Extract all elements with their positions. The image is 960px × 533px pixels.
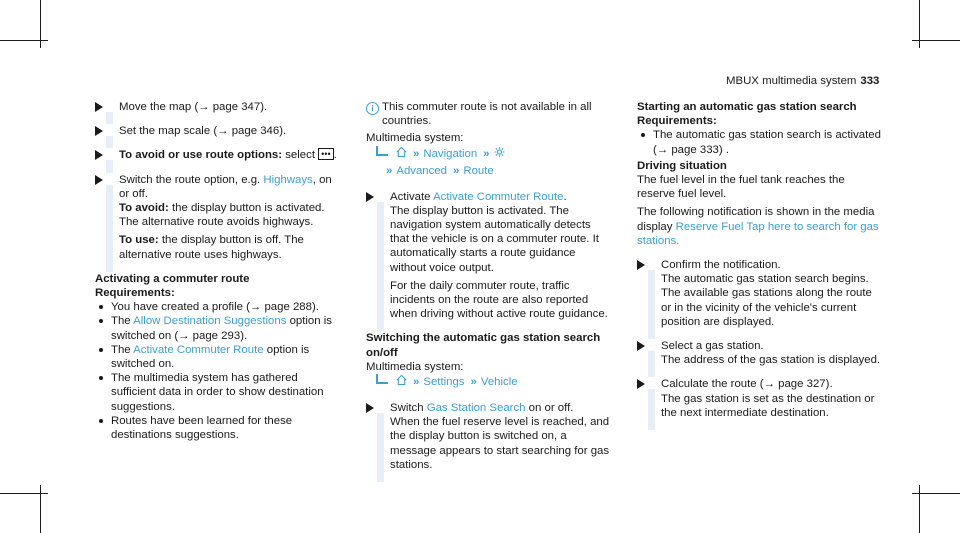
text: Confirm the notification. — [661, 259, 781, 272]
text: . — [563, 190, 567, 203]
step — [637, 258, 882, 329]
crop-mark — [912, 493, 960, 494]
path-arrow-icon — [376, 374, 388, 384]
page-ref-link[interactable]: → page 347 — [198, 101, 261, 113]
crop-mark — [0, 40, 48, 41]
step-arrow-icon — [95, 150, 103, 160]
step-bar — [106, 160, 113, 172]
step — [95, 124, 340, 138]
text: For the daily commuter route, traffic incidents on the route are also reported when driving without active route guidance. — [390, 279, 608, 321]
highlight-term: Activate Commuter Route — [433, 190, 564, 203]
text: This commuter route is not available in all countries. — [382, 101, 592, 128]
step-arrow-icon — [637, 260, 645, 270]
text: ). — [260, 101, 268, 113]
section-heading: Starting an automatic gas station search — [637, 101, 857, 113]
list-item — [637, 128, 882, 156]
step-arrow-icon — [95, 126, 103, 136]
bullet-icon — [99, 348, 103, 352]
column-left — [95, 100, 340, 442]
page-header — [726, 74, 881, 88]
page-ref-link[interactable]: → page 288 — [249, 301, 312, 314]
info-note — [366, 100, 612, 128]
chevron-icon: » — [453, 164, 460, 177]
text: ). — [279, 125, 287, 138]
column-middle — [366, 100, 612, 482]
step-bar — [648, 389, 655, 430]
page-ref-link[interactable]: → page 346 — [217, 125, 280, 138]
text: Calculate the route ( — [661, 378, 764, 391]
step-bar — [106, 185, 113, 272]
menu-item-route[interactable]: Route — [463, 164, 494, 177]
text: When the fuel reserve level is reached, and the display button is switched on, a message appears to start searching for gas stations. — [390, 416, 610, 471]
step: To avoid or use route options: select ••• . — [95, 148, 340, 162]
chevron-icon: » — [413, 376, 420, 389]
bold-text: To use: — [119, 234, 159, 247]
highlight-term: Allow Destination Suggestions — [133, 315, 287, 328]
menu-item-advanced[interactable]: Advanced — [396, 164, 448, 177]
bold-text: To avoid or use route options: — [119, 149, 283, 162]
text: ). — [825, 378, 833, 391]
text: The automatic gas station search is activated ( — [653, 129, 881, 156]
text: The automatic gas station search begins. The available gas stations along the route or in the vicinity of the vehicle's current position are displayed. — [661, 273, 872, 328]
list-item — [95, 414, 340, 442]
section-heading: Switching the automatic gas station search on/off — [366, 332, 601, 359]
list-item — [95, 300, 340, 314]
text: Activate — [390, 190, 434, 203]
highlight-term: Gas Station Search — [426, 402, 526, 415]
text: ). — [240, 329, 248, 342]
text: The address of the gas station is displayed. — [661, 354, 881, 367]
gear-icon — [494, 146, 505, 158]
bullet-icon — [99, 319, 103, 323]
menu-item-settings[interactable]: Settings — [423, 376, 465, 389]
chevron-icon: » — [483, 147, 490, 160]
column-right — [637, 100, 882, 430]
highlight-term: Highways — [263, 173, 313, 186]
path-arrow-icon — [376, 146, 388, 156]
step — [95, 173, 340, 262]
text: The gas station is set as the destination or the next intermediate destination. — [661, 392, 875, 419]
text: The — [111, 315, 134, 328]
bullet-icon — [99, 419, 103, 423]
text: on or off. — [525, 402, 574, 415]
text: the display button is off. The alternative route uses highways. — [119, 234, 304, 261]
step-bar — [648, 351, 655, 377]
step-bar — [106, 112, 113, 124]
page-ref-link[interactable]: → page 333 — [656, 143, 719, 156]
step-bar — [106, 136, 113, 148]
text: The following notification is shown in the media display — [637, 206, 875, 233]
step-arrow-icon — [637, 379, 645, 389]
menu-path — [366, 374, 612, 391]
section-heading: Driving situation — [637, 159, 727, 172]
more-menu-icon: ••• — [318, 148, 333, 160]
system-label: Multimedia system: — [366, 360, 464, 373]
step-arrow-icon — [95, 102, 103, 112]
crop-mark — [912, 40, 960, 41]
crop-mark — [0, 493, 48, 494]
system-label: Multimedia system: — [366, 132, 464, 145]
text: Select a gas station. — [661, 340, 764, 353]
chevron-icon: » — [470, 376, 477, 389]
requirements-label: Requirements: — [637, 115, 717, 128]
step — [366, 190, 612, 322]
step-arrow-icon — [366, 403, 374, 413]
home-icon — [396, 146, 407, 158]
menu-item-navigation[interactable]: Navigation — [423, 147, 478, 160]
text: Routes have been learned for these destinations suggestions. — [111, 414, 293, 442]
bold-text: To avoid: — [119, 202, 169, 215]
text: option is switched on ( — [111, 315, 332, 342]
header-title: MBUX multimedia system — [726, 75, 857, 87]
text: select — [282, 149, 319, 162]
list-item — [95, 314, 340, 342]
text: The display button is activated. The navigation system automatically detects that the vehicle is on a commuter route. It automatically starts a route guidance without voice output. — [390, 204, 599, 274]
text: , on or off. — [119, 173, 332, 200]
step-bar — [377, 413, 384, 482]
text: option is switched on. — [111, 343, 310, 371]
text: ). — [311, 301, 319, 314]
step-arrow-icon — [95, 175, 103, 185]
list-item — [95, 343, 340, 371]
menu-path — [366, 146, 612, 180]
menu-item-vehicle[interactable]: Vehicle — [480, 376, 518, 389]
text: Switch — [390, 402, 427, 415]
highlight-term: Reserve Fuel Tap here to search for gas stations. — [637, 220, 879, 247]
text: Set the map scale ( — [119, 125, 218, 138]
text: ) . — [718, 143, 729, 156]
step-arrow-icon — [366, 192, 374, 202]
text: Switch the route option, e.g. — [119, 173, 264, 186]
text: The fuel level in the fuel tank reaches the reserve fuel level. — [637, 174, 845, 201]
info-icon: i — [366, 102, 379, 115]
step — [95, 100, 340, 114]
step — [366, 401, 612, 472]
text: Move the map ( — [119, 101, 199, 113]
text: You have created a profile ( — [111, 301, 250, 314]
page-number: 333 — [860, 75, 880, 87]
home-icon — [396, 374, 407, 386]
page-ref-link[interactable]: → page 293 — [178, 329, 241, 342]
bullet-icon — [641, 133, 645, 137]
page-ref-link[interactable]: → page 327 — [763, 378, 826, 391]
list-item — [95, 371, 340, 414]
text: The — [111, 343, 134, 356]
text: The multimedia system has gathered sufficient data in order to show destination suggestions. — [111, 372, 324, 413]
chevron-icon: » — [413, 147, 420, 160]
section-heading: Activating a commuter route — [95, 272, 250, 285]
step — [637, 339, 882, 367]
step-arrow-icon — [637, 341, 645, 351]
requirements-label: Requirements: — [95, 287, 175, 300]
step-bar — [377, 202, 384, 332]
highlight-term: Activate Commuter Route — [133, 343, 264, 356]
chevron-icon: » — [386, 164, 393, 177]
step — [637, 377, 882, 420]
bullet-icon — [99, 305, 103, 309]
step-bar — [648, 270, 655, 339]
text: the display button is activated. The alternative route avoids highways. — [119, 202, 325, 229]
bullet-icon — [99, 376, 103, 380]
